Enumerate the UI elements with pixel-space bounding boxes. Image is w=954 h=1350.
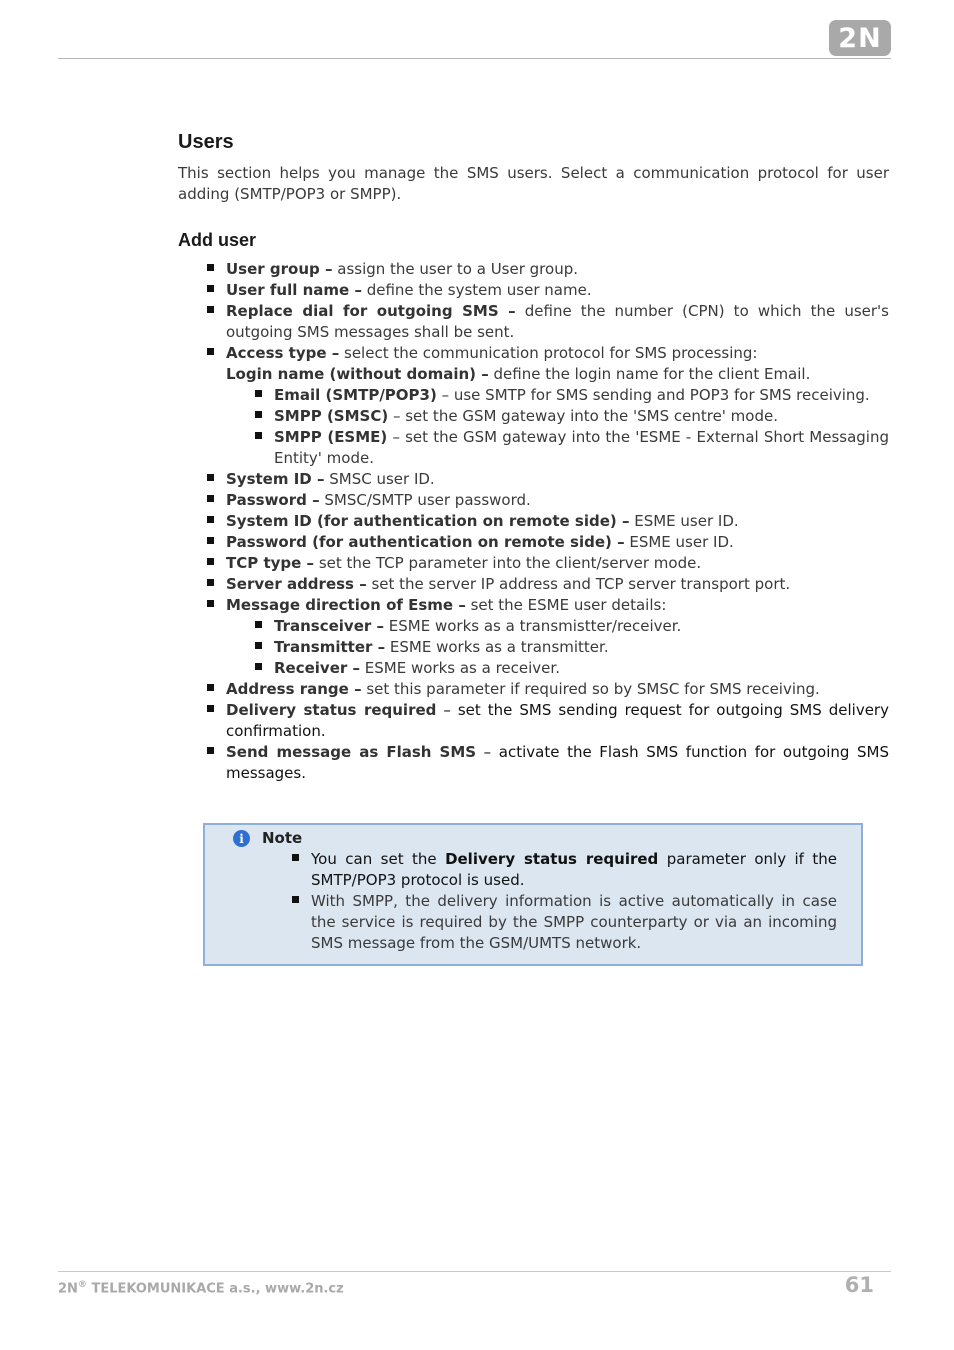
footer-divider bbox=[58, 1271, 891, 1272]
list-item-message-direction: Message direction of Esme – set the ESME user details: Transceiver – ESME works as a transmistter/receiver. Transmitter – ESME works as a transmitter. Receiver – ESME works as a receiver. bbox=[226, 595, 889, 679]
list-item-tcp-type: TCP type – set the TCP parameter into the client/server mode. bbox=[226, 553, 889, 574]
list-item-system-id-remote: System ID (for authentication on remote side) – ESME user ID. bbox=[226, 511, 889, 532]
message-direction-sublist bbox=[226, 616, 889, 679]
note-list bbox=[311, 849, 837, 954]
note-title: Note bbox=[262, 829, 303, 847]
list-item-receiver: Receiver – ESME works as a receiver. bbox=[274, 658, 889, 679]
list-item-replace-dial: Replace dial for outgoing SMS – define the number (CPN) to which the user's outgoing SMS messages shall be sent. bbox=[226, 301, 889, 341]
list-item-email: Email (SMTP/POP3) – use SMTP for SMS sending and POP3 for SMS receiving. bbox=[274, 385, 889, 406]
list-item-transceiver: Transceiver – ESME works as a transmistter/receiver. bbox=[274, 616, 889, 637]
section-title: Users bbox=[178, 131, 234, 153]
brand-logo bbox=[829, 20, 891, 56]
info-icon: i bbox=[233, 830, 250, 847]
list-item-transmitter: Transmitter – ESME works as a transmitter. bbox=[274, 637, 889, 658]
note-item: With SMPP, the delivery information is active automatically in case the service is required by the SMPP counterparty or via an incoming SMS message from the GSM/UMTS network. bbox=[311, 892, 837, 952]
note-box bbox=[203, 823, 863, 966]
list-item-flash-sms: Send message as Flash SMS – activate the Flash SMS function for outgoing SMS messages. bbox=[226, 742, 889, 782]
list-item-smpp-esme: SMPP (ESME) – set the GSM gateway into the 'ESME - External Short Messaging Entity' mode. bbox=[274, 427, 890, 467]
subsection-title: Add user bbox=[178, 230, 257, 250]
list-item-server-address: Server address – set the server IP address and TCP server transport port. bbox=[226, 574, 889, 595]
login-name-term: Login name (without domain) – bbox=[226, 364, 489, 383]
list-item-access-type: Access type – select the communication protocol for SMS processing: Login name (without domain) – define the login name for the client Email. Email (SMTP/POP3) – use SMTP for SMS sending and POP3 for SMS receiving. SMPP (SMSC) – set the GSM gateway into the 'SMS centre' mode. SMPP (ESME) – set the GSM gateway into the 'ESME - External Short Messaging Entity' mode. bbox=[226, 343, 890, 467]
section-intro: This section helps you manage the SMS users. Select a communication protocol for user adding (SMTP/POP3 or SMPP). bbox=[178, 164, 889, 203]
header-divider bbox=[58, 58, 891, 59]
footer-company: 2N® TELEKOMUNIKACE a.s., www.2n.cz bbox=[58, 1280, 344, 1297]
list-item-address-range: Address range – set this parameter if required so by SMSC for SMS receiving. bbox=[226, 679, 889, 700]
note-item: You can set the Delivery status required parameter only if the SMTP/POP3 protocol is used. bbox=[311, 850, 837, 889]
note-header bbox=[233, 828, 302, 849]
list-item-smpp-smsc: SMPP (SMSC) – set the GSM gateway into the 'SMS centre' mode. bbox=[274, 406, 889, 427]
list-item-system-id: System ID – SMSC user ID. bbox=[226, 469, 889, 490]
logo-text: 2N bbox=[838, 22, 882, 54]
parameter-list bbox=[178, 259, 889, 784]
list-item-password-remote: Password (for authentication on remote side) – ESME user ID. bbox=[226, 532, 889, 553]
list-item-delivery-status: Delivery status required – set the SMS sending request for outgoing SMS delivery confirmation. bbox=[226, 700, 889, 740]
page-content bbox=[178, 130, 889, 784]
list-item-user-full-name: User full name – define the system user name. bbox=[226, 280, 889, 301]
list-item-password: Password – SMSC/SMTP user password. bbox=[226, 490, 889, 511]
access-type-sublist bbox=[226, 385, 889, 469]
list-item-user-group: User group – assign the user to a User group. bbox=[226, 259, 889, 280]
page-number: 61 bbox=[844, 1273, 874, 1297]
